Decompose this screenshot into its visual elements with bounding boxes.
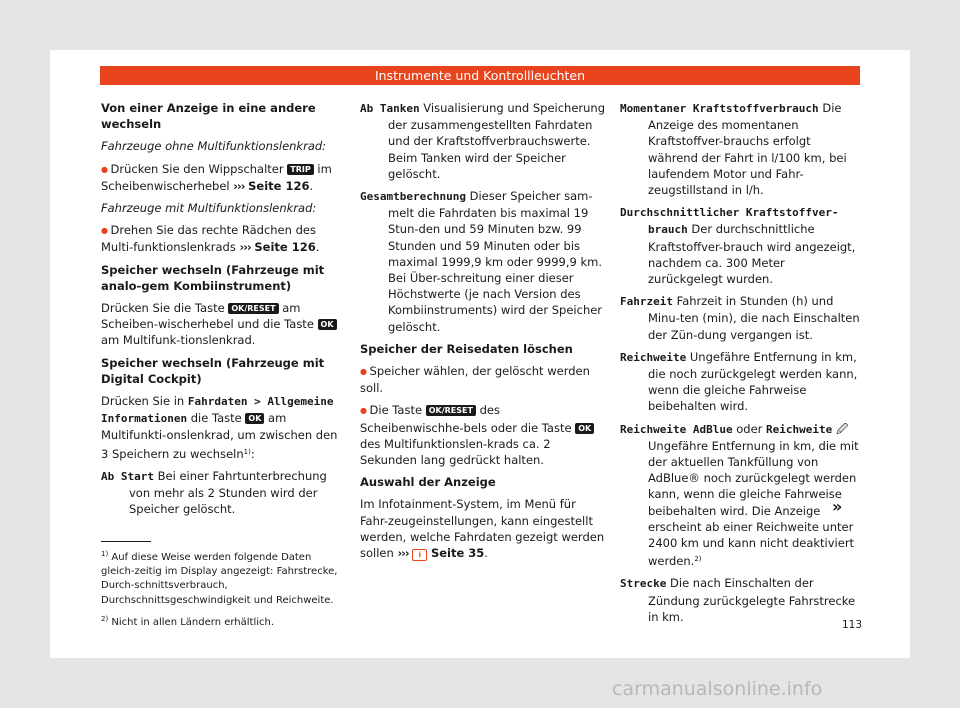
section-header: Instrumente und Kontrollleuchten [100, 66, 860, 85]
text: oder [736, 421, 763, 436]
definition: Visualisierung und Speicherung der zusammengestellten Fahrdaten und der Kraftstoffverbrauchswerte. Beim Tanken wird der Speicher gelöscht. [388, 101, 606, 181]
ok-reset-key-icon: OK/RESET [426, 405, 476, 416]
text: Drehen Sie das rechte Rädchen des Multi-funktionslenkrads [101, 223, 316, 255]
def-durchschnitt [620, 204, 862, 287]
text: am Multifunkti-onslenkrad, um zwischen den 3 Speichern zu wechseln [101, 411, 338, 461]
text: die Taste [190, 411, 242, 426]
ok-key-icon: OK [318, 319, 337, 330]
column-right [620, 100, 862, 631]
term: Reichweite AdBlue [620, 422, 733, 436]
term: Ab Start [101, 469, 154, 483]
text: im Scheibenwischerhebel [101, 161, 332, 193]
bullet-hold-key [360, 402, 606, 468]
subheading-no-mfsw: Fahrzeuge ohne Multifunktionslenkrad: [101, 139, 327, 154]
definition: Fahrzeit in Stunden (h) und Minu-ten (min), die nach Einschalten der Zün-dung vergangen ist. [648, 294, 860, 342]
definition: Ungefähre Entfernung in km, die mit der aktuellen Tankfüllung von AdBlue® noch zurückgelegt werden kann, wenn die gleiche Fahrweise beibehalten wird. Die Anzeige erscheint ab einer Reichweite unter 2400 km und kann nicht deaktiviert werden. [648, 438, 859, 569]
term: Gesamtberechnung [360, 190, 466, 204]
ok-key-icon: OK [245, 413, 264, 424]
footnote-number: 2) [101, 614, 109, 623]
footnote-divider [101, 541, 151, 542]
page-number: 113 [842, 619, 863, 631]
paragraph-digital: Drücken Sie in Fahrdaten > Allgemeine Informationen die Taste OK am Multifunkti-onslenkrad, um zwischen den 3 Speichern zu wechseln$^{1)}$: [101, 394, 338, 461]
paragraph-selection: Im Infotainment-System, im Menü für Fahr-zeugeinstellungen, kann eingestellt werden, welche Fahrdaten gezeigt werden sollen ››› i Seite 35. [360, 497, 605, 561]
text: Drücken Sie in [101, 394, 185, 409]
page-ref-link[interactable]: Seite 126 [248, 178, 310, 193]
def-fahrzeit [620, 293, 862, 343]
footnotes [101, 547, 347, 634]
bullet-rocker-switch: ● Drücken Sie den Wippschalter TRIP im Scheibenwischerhebel ››› Seite 126. [101, 161, 347, 194]
def-momentan [620, 100, 862, 198]
footnote-2 [101, 612, 347, 630]
text: Drücken Sie den Wippschalter [110, 161, 284, 176]
def-ab-start [101, 468, 347, 518]
bullet-select-memory: ● Speicher wählen, der gelöscht werden soll. [360, 363, 606, 396]
footnote-text: Auf diese Weise werden folgende Daten gleich-zeitig im Display angezeigt: Fahrstrecke, Durch-schnittsverbrauch, Durchschnittsgeschwindigkeit und Reichweite. [101, 552, 338, 606]
footnote-ref: 1) [243, 447, 251, 456]
heading-digital: Speicher wechseln (Fahrzeuge mit Digital Cockpit) [101, 355, 325, 386]
subheading-mfsw: Fahrzeuge mit Multifunktionslenkrad: [101, 201, 317, 216]
paragraph-analog [101, 300, 347, 349]
term: Strecke [620, 577, 667, 591]
heading-delete: Speicher der Reisedaten löschen [360, 341, 573, 356]
page-ref-link[interactable]: Seite 126 [254, 240, 316, 255]
ok-key-icon: OK [575, 423, 594, 434]
continue-mark: » [832, 497, 843, 516]
watermark: carmanualsonline.info [612, 678, 823, 700]
definition: Dieser Speicher sam-melt die Fahrdaten bis maximal 19 Stun-den und 59 Minuten bzw. 99 Stunden und 59 Minuten oder bis maximal 1999,9 km oder 9999,9 km. Bei Über-schreitung einer dieser Höchstwerte (je nach Version des Kombiinstruments) wird der Speicher gelöscht. [388, 189, 603, 334]
column-middle [360, 100, 606, 567]
footnote-text: Nicht in allen Ländern erhältlich. [111, 616, 275, 628]
footnote-ref: 2) [694, 555, 702, 564]
footnote-number: 1) [101, 550, 109, 558]
definition: Die nach Einschalten der Zündung zurückgelegte Fahrstrecke in km. [648, 576, 856, 624]
text: Die Taste [369, 403, 423, 418]
arrow-ref: ››› [397, 546, 409, 561]
def-strecke [620, 575, 862, 625]
definition: Die Anzeige des momentanen Kraftstoffver-brauchs erfolgt während der Fahrt in l/100 km, bei laufendem Motor und Fahr-zeugstillstand in l/h. [648, 101, 847, 198]
def-adblue [620, 421, 862, 570]
text: des Multifunktionslen-krads ca. 2 Sekunden lang gedrückt halten. [360, 436, 551, 468]
footnote-1 [101, 547, 347, 608]
term: Reichweite [620, 350, 687, 364]
heading-switch-display: Von einer Anzeige in eine andere wechseln [101, 101, 316, 132]
text: Drücken Sie die Taste [101, 301, 225, 316]
term: Ab Tanken [360, 102, 420, 115]
adblue-icon: 🖉 [835, 421, 849, 436]
text: des Scheibenwischhe-bels oder die Taste [360, 403, 572, 435]
heading-analog: Speicher wechseln (Fahrzeuge mit analo-gem Kombiinstrument) [101, 262, 325, 293]
arrow-ref: ››› [233, 178, 245, 193]
column-left [101, 100, 347, 523]
ok-reset-key-icon: OK/RESET [228, 303, 278, 314]
arrow-ref: ››› [239, 240, 251, 255]
trip-key-icon: TRIP [287, 164, 313, 175]
heading-selection: Auswahl der Anzeige [360, 475, 496, 490]
text: am Scheiben-wischerhebel und die Taste [101, 301, 314, 332]
info-book-icon: i [412, 549, 427, 561]
term: Durchschnittlicher Kraftstoffver-brauch [620, 206, 839, 237]
definition: Ungefähre Entfernung in km, die noch zurückgelegt werden kann, wenn die gleiche Fahrweise beibehalten wird. [648, 349, 858, 414]
text: Im Infotainment-System, im Menü für Fahr-zeugeinstellungen, kann eingestellt werden, welche Fahrdaten gezeigt werden sollen [360, 497, 605, 561]
def-ab-tanken [360, 100, 606, 182]
definition: Bei einer Fahrtunterbrechung von mehr als 2 Stunden wird der Speicher gelöscht. [129, 468, 327, 517]
bullet-thumbwheel: ● Drehen Sie das rechte Rädchen des Multi-funktionslenkrads ››› Seite 126. [101, 222, 347, 255]
text: am Multifunk-tionslenkrad. [101, 333, 256, 348]
term: Fahrzeit [620, 295, 673, 309]
definition: Der durchschnittliche Kraftstoffver-brauch wird angezeigt, nachdem ca. 300 Meter zurückgelegt wurden. [648, 222, 856, 287]
def-reichweite [620, 349, 862, 415]
term: Momentaner Kraftstoffverbrauch [620, 102, 819, 115]
page-ref-link[interactable]: Seite 35 [430, 546, 485, 561]
menu-path: Fahrdaten > Allgemeine Informationen [101, 395, 334, 426]
def-gesamtberechnung [360, 188, 606, 335]
term: Reichweite [766, 422, 833, 436]
